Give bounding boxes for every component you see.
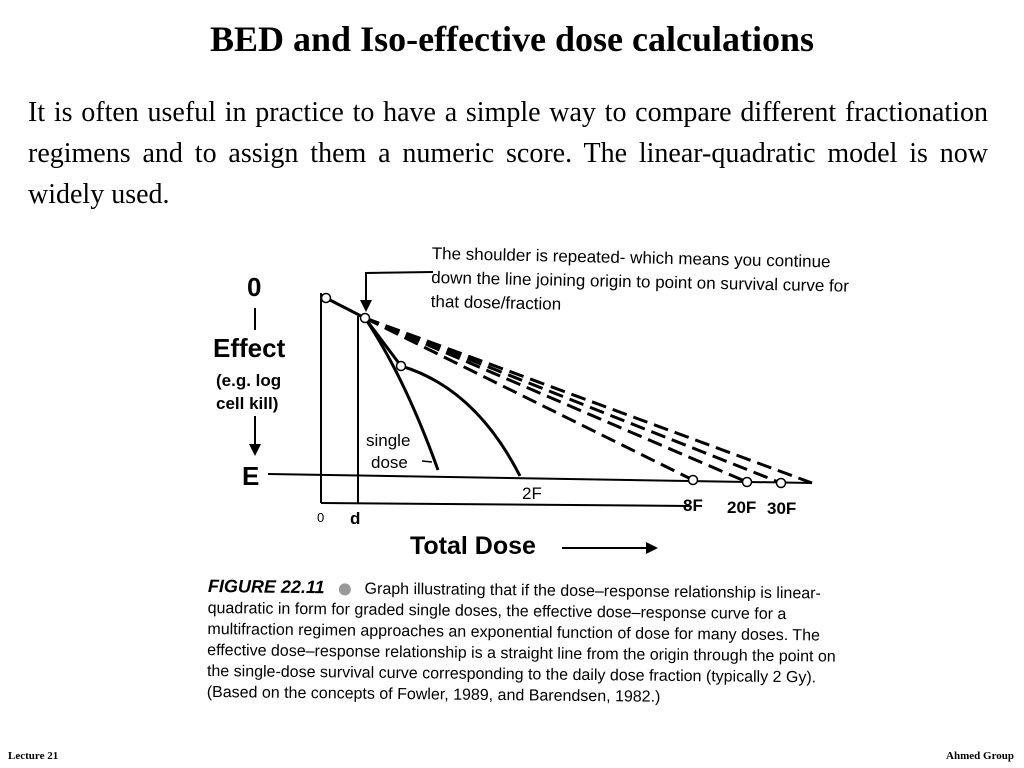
y-axis-sublabel-2: cell kill) [216, 394, 279, 413]
figure-caption [207, 576, 848, 710]
x-axis-label: Total Dose [410, 532, 536, 560]
y-axis-sublabel-1: (e.g. log [216, 371, 282, 390]
dose-response-figure [200, 238, 860, 728]
thirty-fraction-label: 30F [767, 499, 797, 518]
single-dose-pointer [422, 461, 432, 462]
eight-fraction-point [689, 476, 698, 485]
thirty-fraction-line [365, 318, 781, 483]
eight-fraction-line [365, 318, 693, 480]
callout-arrow-head [360, 300, 372, 312]
two-fraction-point [397, 362, 406, 371]
shoulder-callout: The shoulder is repeated- which means you continue down the line joining origin to point on survival curve for that dose/fraction [430, 243, 850, 314]
total-dose-arrow-head [646, 542, 658, 554]
footer-lecture: Lecture 21 [8, 750, 59, 762]
twenty-fraction-label: 20F [727, 498, 757, 517]
twenty-fraction-point [743, 478, 752, 487]
single-dose-label-2: dose [371, 453, 408, 472]
slide-body-text: It is often useful in practice to have a simple way to compare different fractionation regimens and to assign them a numeric score. The linear-quadratic model is now widely used. [28, 97, 988, 210]
footer-group: Ahmed Group [946, 750, 1014, 762]
origin-point [322, 294, 331, 303]
slide-title: BED and Iso-effective dose calculations [210, 19, 814, 59]
figure-label: FIGURE 22.11 [207, 576, 325, 598]
callout-arrow-line [366, 272, 433, 304]
effect-level-label: E [242, 461, 260, 491]
y-axis-label: Effect [213, 333, 286, 363]
x-axis-line [321, 503, 690, 506]
single-dose-label-1: single [366, 431, 411, 450]
x-axis-zero: 0 [317, 510, 325, 525]
caption-bullet-icon [339, 583, 351, 595]
caption-text: Graph illustrating that if the dose–response relationship is linear-quadratic in form for graded single doses, the effective dose–response curve for a multifraction regimen approaches an exponential function of dose for many doses. The effective dose–response relationship is a straight line from the origin through the point on the single-dose survival curve corresponding to the daily dose fraction (typically 2 Gy). (Based on the concepts of Fowler, 1989, and Barendsen, 1982.) [206, 580, 836, 706]
two-fraction-label: 2F [522, 484, 542, 503]
thirty-fraction-point [777, 479, 786, 488]
twenty-fraction-line [365, 318, 747, 482]
dose-fraction-point [361, 314, 370, 323]
d-label: d [350, 509, 361, 528]
y-down-arrow-head [249, 444, 261, 456]
eight-fraction-label: 8F [683, 496, 703, 515]
y-axis-zero: 0 [247, 272, 262, 302]
asymptote-line [365, 318, 812, 483]
